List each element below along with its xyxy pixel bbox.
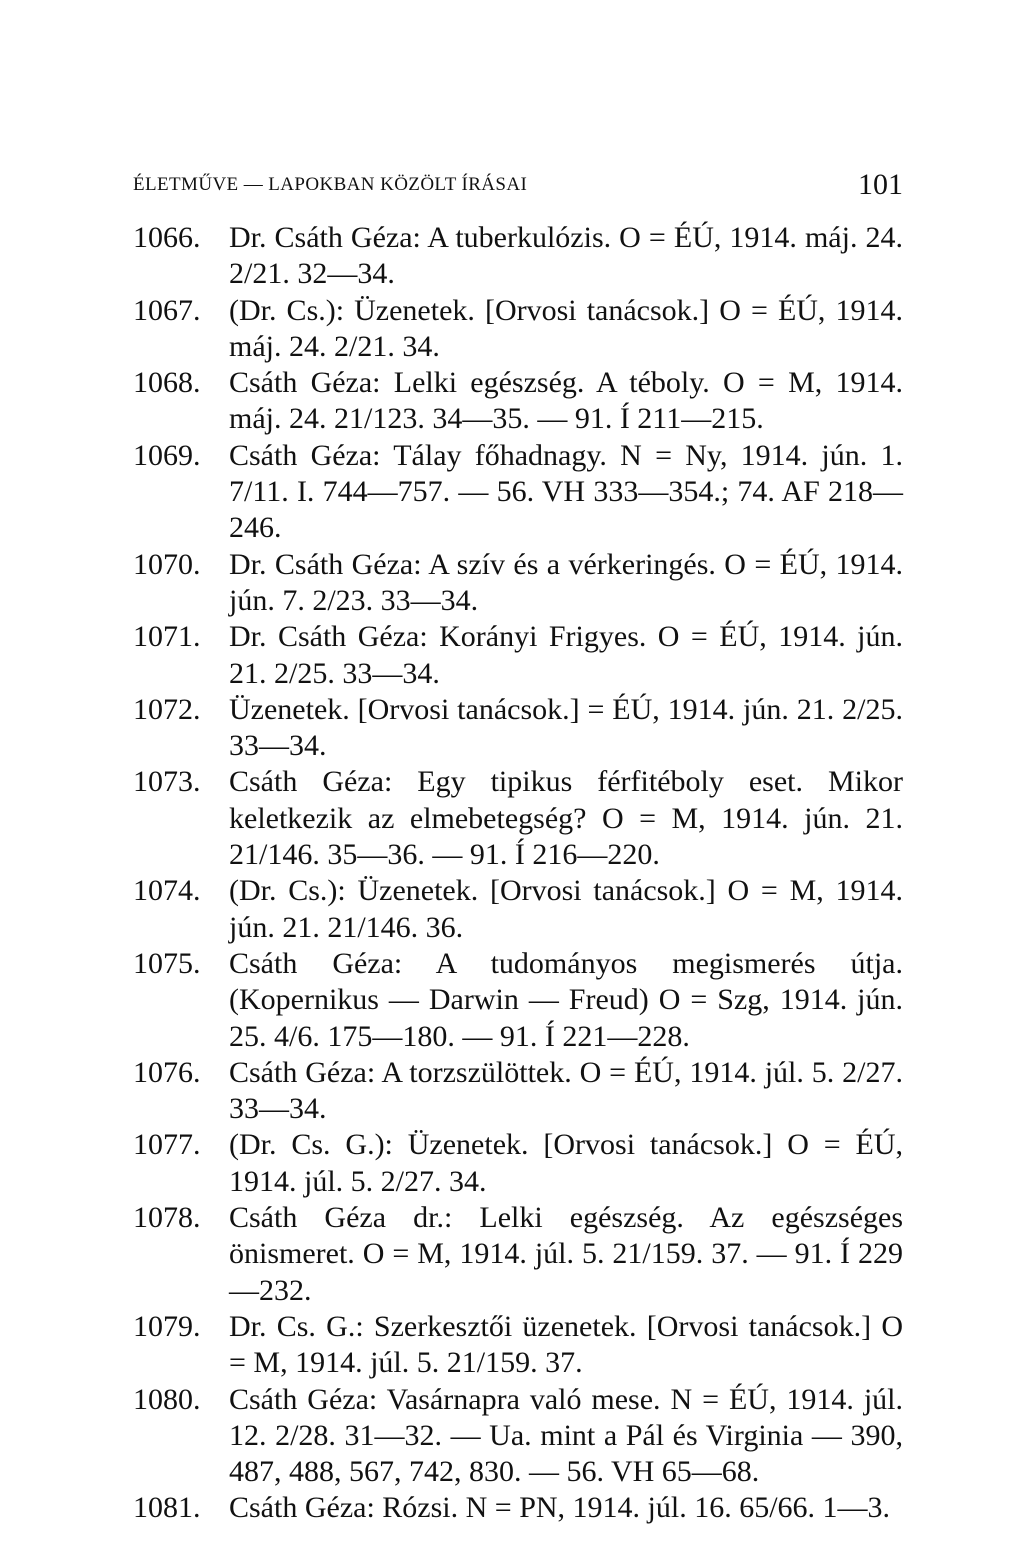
bibliography-list bbox=[133, 220, 903, 1527]
entry-number: 1076. bbox=[133, 1055, 201, 1089]
running-header bbox=[133, 168, 903, 208]
entry-text: Csáth Géza: Lelki egészség. A téboly. O = M, 1914. máj. 24. 21/123. 34—35. — 91. Í 211—215. bbox=[229, 366, 903, 436]
bibliography-entry bbox=[133, 619, 903, 692]
entry-text: Üzenetek. [Orvosi tanácsok.] = ÉÚ, 1914. jún. 21. 2/25. 33—34. bbox=[229, 692, 903, 763]
bibliography-entry bbox=[133, 365, 903, 438]
entry-text: (Dr. Cs.): Üzenetek. [Orvosi tanácsok.] O = M, 1914. jún. 21. 21/146. 36. bbox=[229, 874, 903, 944]
running-title: ÉLETMŰVE — LAPOKBAN KÖZÖLT ÍRÁSAI bbox=[133, 174, 528, 195]
entry-text: Csáth Géza: Rózsi. N = PN, 1914. júl. 16. 65/66. 1—3. bbox=[229, 1491, 891, 1525]
entry-number: 1073. bbox=[133, 765, 201, 799]
bibliography-entry bbox=[133, 692, 903, 765]
bibliography-entry bbox=[133, 1382, 903, 1491]
entry-number: 1070. bbox=[133, 547, 201, 581]
bibliography-entry bbox=[133, 293, 903, 366]
entry-text: Csáth Géza: A tudományos megismerés útja. (Kopernikus — Darwin — Freud) O = Szg, 1914. jún. 25. 4/6. 175—180. — 91. Í 221—228. bbox=[229, 946, 903, 1053]
entry-text: (Dr. Cs. G.): Üzenetek. [Orvosi tanácsok.] O = ÉÚ, 1914. júl. 5. 2/27. 34. bbox=[229, 1128, 903, 1198]
entry-number: 1072. bbox=[133, 692, 201, 726]
entry-text: Csáth Géza dr.: Lelki egészség. Az egészséges önismeret. O = M, 1914. júl. 5. 21/159. 37. — 91. Í 229—232. bbox=[229, 1201, 903, 1307]
bibliography-entry bbox=[133, 1490, 903, 1526]
entry-number: 1077. bbox=[133, 1128, 201, 1162]
entry-number: 1078. bbox=[133, 1201, 201, 1235]
entry-text: Dr. Cs. G.: Szerkesztői üzenetek. [Orvosi tanácsok.] O = M, 1914. júl. 5. 21/159. 37. bbox=[229, 1309, 903, 1380]
entry-text: Dr. Csáth Géza: A tuberkulózis. O = ÉÚ, 1914. máj. 24. 2/21. 32—34. bbox=[229, 221, 903, 291]
entry-number: 1075. bbox=[133, 946, 201, 980]
bibliography-entry bbox=[133, 220, 903, 293]
entry-number: 1067. bbox=[133, 293, 201, 327]
entry-number: 1066. bbox=[133, 221, 201, 254]
bibliography-entry bbox=[133, 1309, 903, 1382]
bibliography-entry bbox=[133, 1200, 903, 1309]
entry-number: 1068. bbox=[133, 366, 201, 400]
page-number: 101 bbox=[858, 168, 903, 201]
bibliography-entry bbox=[133, 1127, 903, 1200]
entry-text: (Dr. Cs.): Üzenetek. [Orvosi tanácsok.] O = ÉÚ, 1914. máj. 24. 2/21. 34. bbox=[229, 293, 903, 363]
entry-text: Dr. Csáth Géza: A szív és a vérkeringés. O = ÉÚ, 1914. jún. 7. 2/23. 33—34. bbox=[229, 547, 903, 617]
bibliography-entry bbox=[133, 946, 903, 1055]
entry-number: 1074. bbox=[133, 874, 201, 908]
entry-text: Csáth Géza: A torzszülöttek. O = ÉÚ, 1914. júl. 5. 2/27. 33—34. bbox=[229, 1055, 903, 1126]
bibliography-entry bbox=[133, 438, 903, 547]
entry-number: 1069. bbox=[133, 438, 201, 472]
entry-text: Csáth Géza: Egy tipikus férfitéboly eset. Mikor keletkezik az elmebetegség? O = M, 1914. jún. 21. 21/146. 35—36. — 91. Í 216—220. bbox=[229, 765, 903, 872]
entry-number: 1071. bbox=[133, 620, 201, 654]
entry-text: Dr. Csáth Géza: Korányi Frigyes. O = ÉÚ, 1914. jún. 21. 2/25. 33—34. bbox=[229, 620, 903, 690]
bibliography-entry bbox=[133, 764, 903, 873]
bibliography-entry bbox=[133, 547, 903, 620]
bibliography-entry bbox=[133, 1055, 903, 1128]
entry-text: Csáth Géza: Tálay főhadnagy. N = Ny, 1914. jún. 1. 7/11. I. 744—757. — 56. VH 333—354.; 74. AF 218—246. bbox=[229, 438, 903, 545]
entry-number: 1080. bbox=[133, 1382, 201, 1416]
entry-number: 1081. bbox=[133, 1491, 201, 1525]
entry-text: Csáth Géza: Vasárnapra való mese. N = ÉÚ, 1914. júl. 12. 2/28. 31—32. — Ua. mint a Pál és Virginia — 390, 487, 488, 567, 742, 830. — 56. VH 65—68. bbox=[229, 1382, 903, 1489]
entry-number: 1079. bbox=[133, 1309, 201, 1343]
bibliography-entry bbox=[133, 873, 903, 946]
